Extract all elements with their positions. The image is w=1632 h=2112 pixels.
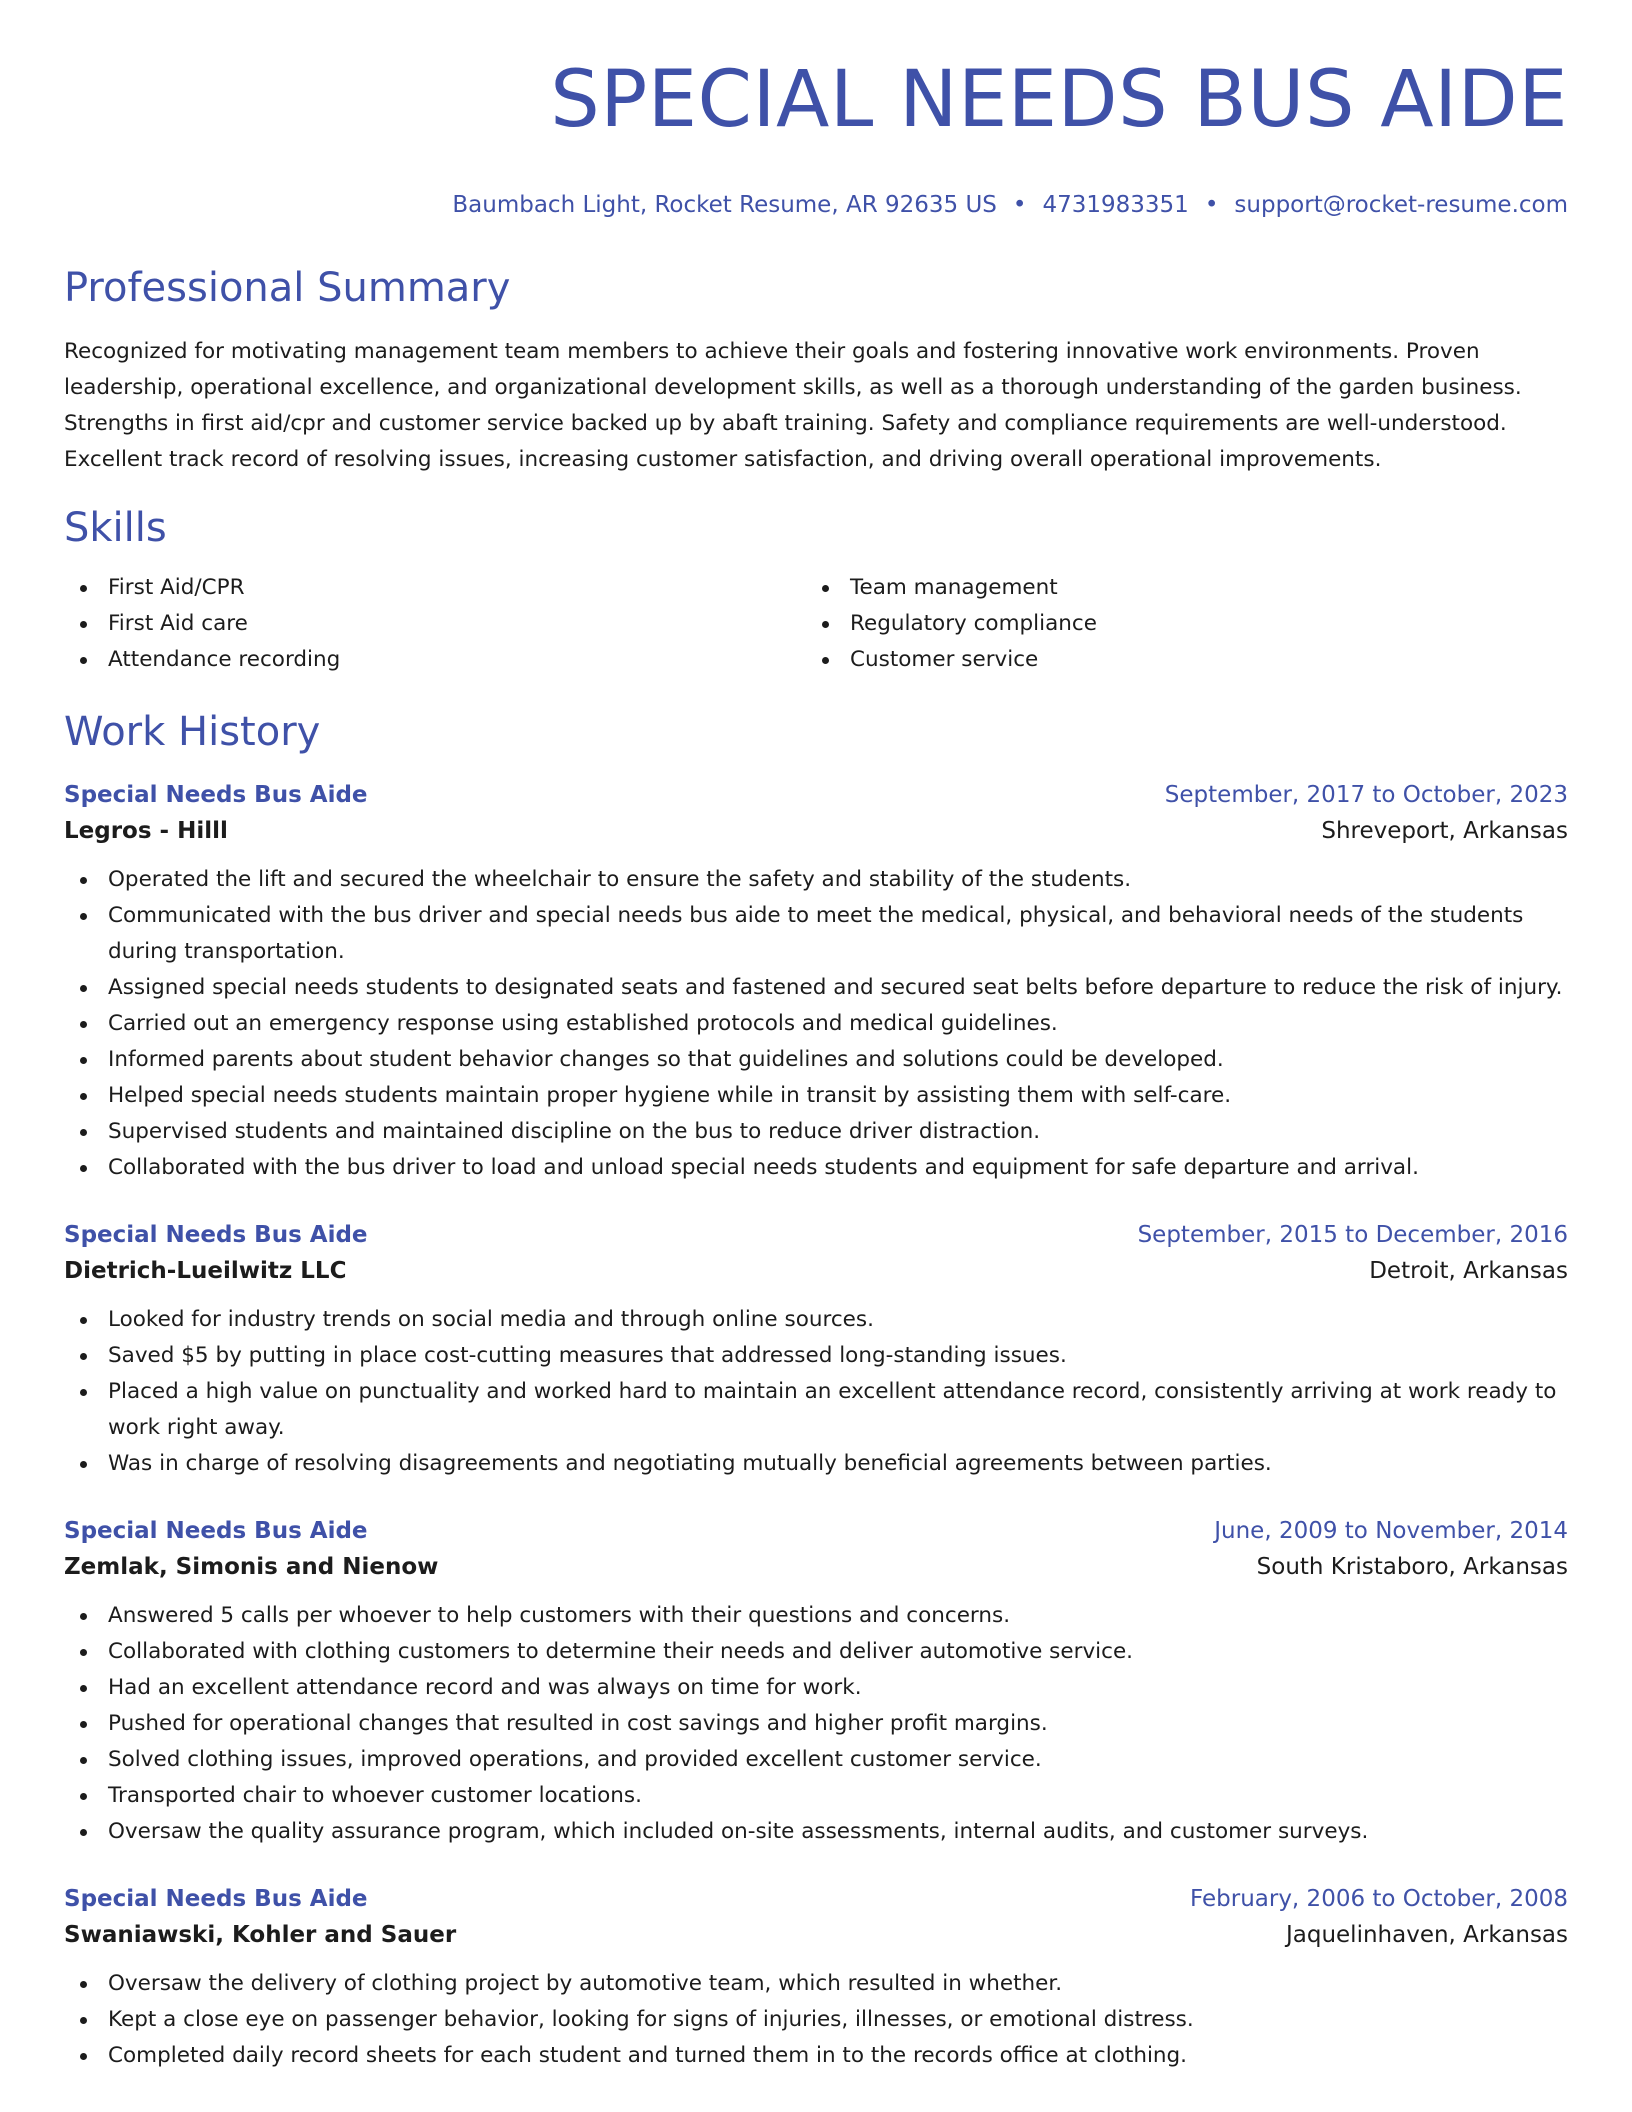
skill-item: Customer service xyxy=(806,642,1548,678)
job-duty: Collaborated with the bus driver to load and unload special needs students and equipment for safe departure and arrival. xyxy=(64,1150,1568,1186)
resume-header xyxy=(64,0,1568,220)
job-duty: Kept a close eye on passenger behavior, looking for signs of injuries, illnesses, or emotional distress. xyxy=(64,2002,1568,2038)
work-history-heading: Work History xyxy=(64,709,321,755)
job-entry xyxy=(64,1514,1568,1850)
contact-email: support@rocket-resume.com xyxy=(1234,192,1568,218)
skills-heading: Skills xyxy=(64,505,167,551)
job-duty: Oversaw the delivery of clothing project by automotive team, which resulted in whether. xyxy=(64,1966,1568,2002)
job-dates: June, 2009 to November, 2014 xyxy=(1214,1518,1568,1544)
job-duty: Informed parents about student behavior changes so that guidelines and solutions could be developed. xyxy=(64,1042,1568,1078)
job-dates: September, 2017 to October, 2023 xyxy=(1164,782,1568,808)
summary-text: Recognized for motivating management team members to achieve their goals and fostering innovative work environments. Proven leadership, operational excellence, and organizational development skills, as well as a thorough understanding of the garden business. Strengths in first aid/cpr and customer service backed up by abaft training. Safety and compliance requirements are well-understood. Excellent track record of resolving issues, increasing customer satisfaction, and driving overall operational improvements. xyxy=(64,339,1522,472)
job-duties xyxy=(64,1966,1568,2074)
job-company: Dietrich-Lueilwitz LLC xyxy=(64,1258,347,1284)
job-location: South Kristaboro, Arkansas xyxy=(1256,1554,1568,1580)
job-title: Special Needs Bus Aide xyxy=(64,1222,368,1248)
job-duty: Was in charge of resolving disagreements and negotiating mutually beneficial agreements between parties. xyxy=(64,1446,1568,1482)
summary-heading: Professional Summary xyxy=(64,265,511,311)
job-duty: Carried out an emergency response using established protocols and medical guidelines. xyxy=(64,1006,1568,1042)
skill-item: First Aid/CPR xyxy=(64,570,806,606)
contact-line xyxy=(64,190,1568,220)
job-company-row xyxy=(64,1548,1568,1586)
job-duty: Communicated with the bus driver and special needs bus aide to meet the medical, physical, and behavioral needs of the students during transportation. xyxy=(64,898,1568,970)
job-entry xyxy=(64,1218,1568,1482)
job-duty: Assigned special needs students to designated seats and fastened and secured seat belts before departure to reduce the risk of injury. xyxy=(64,970,1568,1006)
skill-item: Attendance recording xyxy=(64,642,806,678)
job-dates: September, 2015 to December, 2016 xyxy=(1137,1222,1568,1248)
job-header-row xyxy=(64,1218,1568,1252)
job-title: Special Needs Bus Aide xyxy=(64,782,368,808)
skill-item: Team management xyxy=(806,570,1548,606)
job-duty: Collaborated with clothing customers to determine their needs and deliver automotive service. xyxy=(64,1634,1568,1670)
job-duties xyxy=(64,862,1568,1186)
contact-separator: • xyxy=(1204,192,1219,218)
job-duty: Pushed for operational changes that resulted in cost savings and higher profit margins. xyxy=(64,1706,1568,1742)
job-duty: Transported chair to whoever customer locations. xyxy=(64,1778,1568,1814)
candidate-name: SPECIAL NEEDS BUS AIDE xyxy=(550,55,1568,145)
skills-list xyxy=(64,570,1568,678)
job-company: Legros - Hilll xyxy=(64,818,228,844)
job-duty: Saved $5 by putting in place cost-cutting measures that addressed long-standing issues. xyxy=(64,1338,1568,1374)
job-company-row xyxy=(64,1916,1568,1954)
job-duty: Solved clothing issues, improved operations, and provided excellent customer service. xyxy=(64,1742,1568,1778)
job-entry xyxy=(64,1882,1568,2074)
job-duty: Oversaw the quality assurance program, which included on-site assessments, internal audits, and customer surveys. xyxy=(64,1814,1568,1850)
job-header-row xyxy=(64,1514,1568,1548)
job-location: Detroit, Arkansas xyxy=(1369,1258,1568,1284)
job-header-row xyxy=(64,1882,1568,1916)
job-company-row xyxy=(64,1252,1568,1290)
job-duty: Helped special needs students maintain proper hygiene while in transit by assisting them with self-care. xyxy=(64,1078,1568,1114)
job-duty: Supervised students and maintained discipline on the bus to reduce driver distraction. xyxy=(64,1114,1568,1150)
job-duty: Completed daily record sheets for each student and turned them in to the records office at clothing. xyxy=(64,2038,1568,2074)
skill-item: Regulatory compliance xyxy=(806,606,1548,642)
job-company: Swaniawski, Kohler and Sauer xyxy=(64,1922,457,1948)
job-header-row xyxy=(64,778,1568,812)
job-title: Special Needs Bus Aide xyxy=(64,1886,368,1912)
job-duty: Operated the lift and secured the wheelchair to ensure the safety and stability of the students. xyxy=(64,862,1568,898)
job-title: Special Needs Bus Aide xyxy=(64,1518,368,1544)
contact-separator: • xyxy=(1012,192,1027,218)
skills-column-right xyxy=(806,570,1548,678)
job-duties xyxy=(64,1598,1568,1850)
skill-item: First Aid care xyxy=(64,606,806,642)
job-company: Zemlak, Simonis and Nienow xyxy=(64,1554,439,1580)
job-duty: Placed a high value on punctuality and worked hard to maintain an excellent attendance record, consistently arriving at work ready to work right away. xyxy=(64,1374,1568,1446)
job-entry xyxy=(64,778,1568,1186)
job-duties xyxy=(64,1302,1568,1482)
job-duty: Answered 5 calls per whoever to help customers with their questions and concerns. xyxy=(64,1598,1568,1634)
job-location: Shreveport, Arkansas xyxy=(1321,818,1568,844)
contact-phone: 4731983351 xyxy=(1042,192,1189,218)
job-duty: Looked for industry trends on social media and through online sources. xyxy=(64,1302,1568,1338)
job-duty: Had an excellent attendance record and was always on time for work. xyxy=(64,1670,1568,1706)
job-dates: February, 2006 to October, 2008 xyxy=(1190,1886,1568,1912)
contact-address: Baumbach Light, Rocket Resume, AR 92635 US xyxy=(452,192,997,218)
job-location: Jaquelinhaven, Arkansas xyxy=(1285,1922,1568,1948)
job-company-row xyxy=(64,812,1568,850)
skills-column-left xyxy=(64,570,806,678)
